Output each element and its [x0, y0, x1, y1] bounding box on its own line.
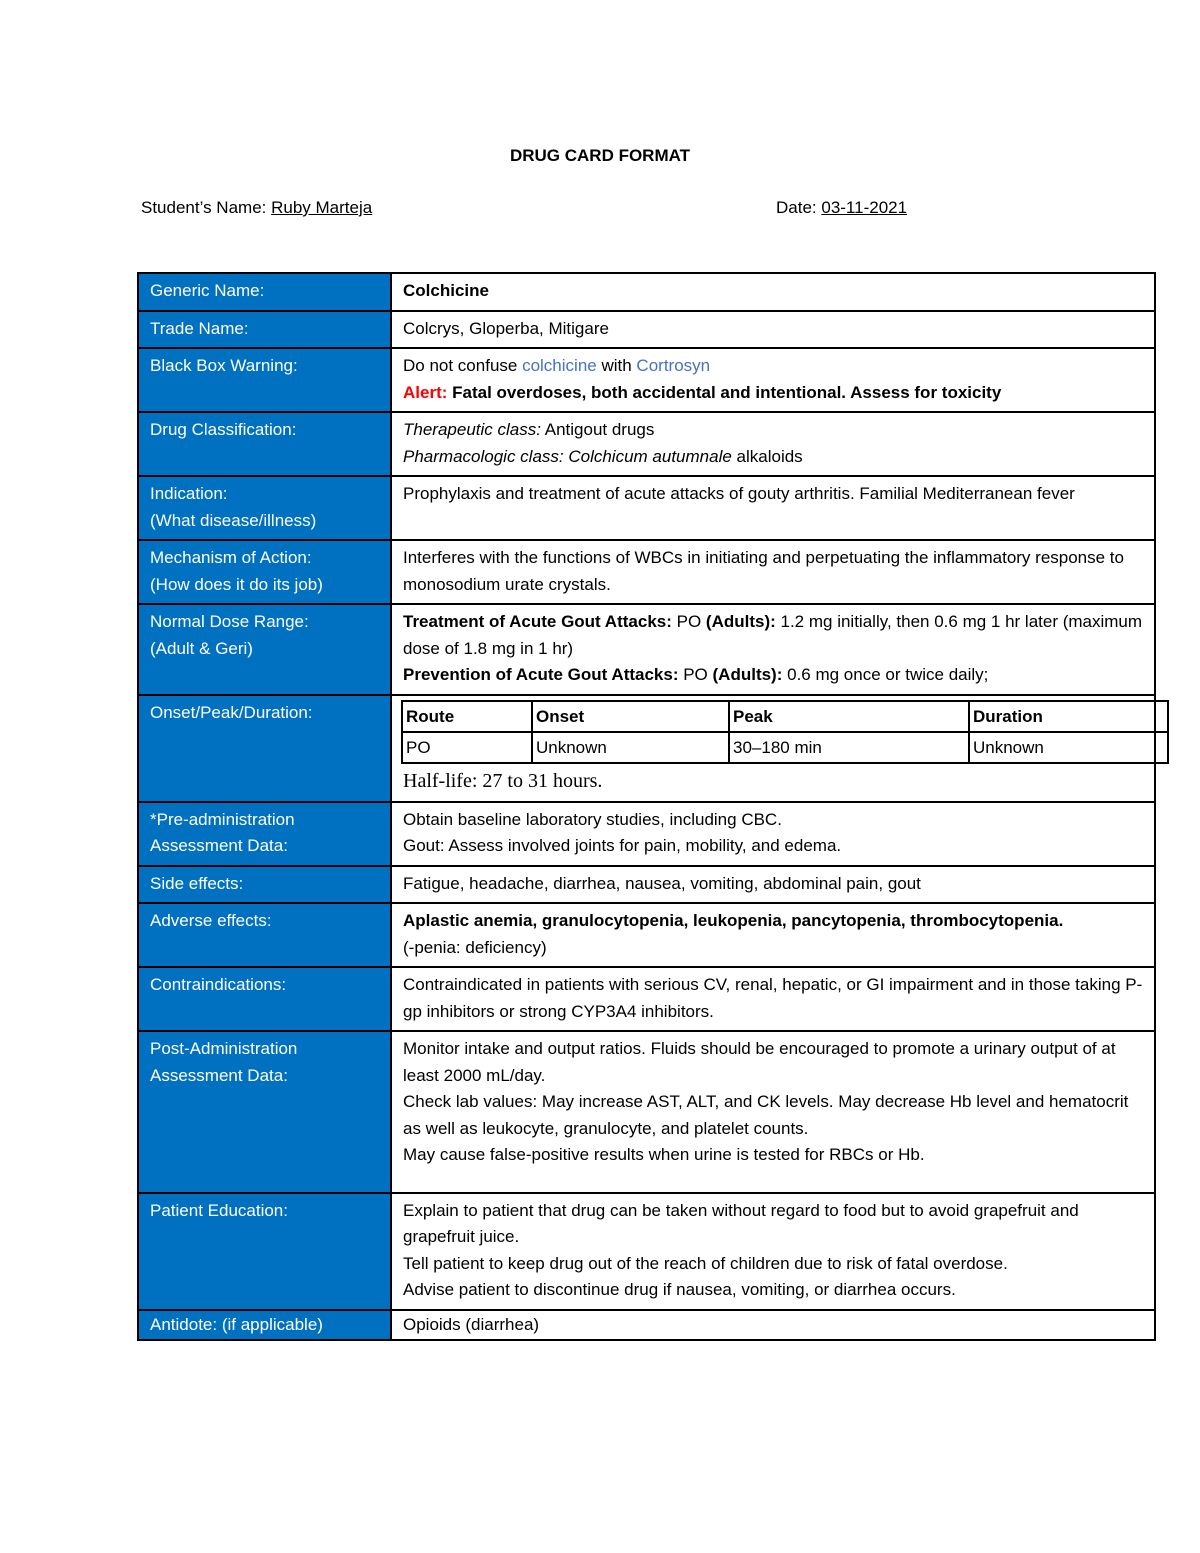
indication-label-line1: Indication:: [150, 484, 228, 503]
adverse-effects-note: (-penia: deficiency): [403, 937, 547, 957]
education-line: Tell patient to keep drug out of the reach of children due to risk of fatal overdose.: [403, 1253, 1008, 1273]
row-side-effects: [138, 866, 1155, 904]
row-patient-education: [138, 1193, 1155, 1310]
dose-route: PO: [671, 612, 706, 631]
preadmin-line: Obtain baseline laboratory studies, including CBC.: [403, 809, 782, 829]
side-effects-label: Side effects:: [138, 866, 391, 904]
therapeutic-class-label: Therapeutic class:: [403, 420, 541, 439]
drug-name-colchicine: colchicine: [522, 356, 597, 375]
postadmin-label-line1: Post-Administration: [150, 1039, 298, 1058]
side-effects-value: Fatigue, headache, diarrhea, nausea, vomiting, abdominal pain, gout: [391, 866, 1155, 904]
student-name-value: Ruby Marteja: [271, 198, 373, 217]
row-generic-name: [138, 273, 1155, 311]
mechanism-label: [138, 540, 391, 604]
half-life: Half-life: 27 to 31 hours.: [403, 769, 603, 792]
postadmin-line: Monitor intake and output ratios. Fluids should be encouraged to promote a urinary output of at least 2000 mL/day.: [403, 1039, 1116, 1085]
page-title: DRUG CARD FORMAT: [509, 146, 691, 165]
row-adverse-effects: [138, 903, 1155, 967]
antidote-label: Antidote: (if applicable): [138, 1310, 391, 1341]
trade-name-value: Colcrys, Gloperba, Mitigare: [391, 311, 1155, 349]
preadmin-label-line1: *Pre-administration: [150, 809, 295, 829]
row-drug-classification: [138, 412, 1155, 476]
preadmin-label: [138, 802, 391, 866]
mechanism-value: Interferes with the functions of WBCs in initiating and perpetuating the inflammatory response to monosodium urate crystals.: [391, 540, 1155, 604]
indication-label: [138, 476, 391, 540]
opd-header-duration: Duration: [969, 701, 1168, 732]
contraindications-label: Contraindications:: [138, 967, 391, 1031]
spacer: [403, 1169, 1144, 1187]
generic-name-value: Colchicine: [391, 273, 1155, 311]
onset-value: [391, 695, 1155, 802]
dose-label-line2: (Adult & Geri): [150, 638, 253, 658]
mechanism-label-line2: (How does it do its job): [150, 574, 323, 594]
trade-name-label: Trade Name:: [138, 311, 391, 349]
antidote-value: Opioids (diarrhea): [391, 1310, 1155, 1341]
row-dose-range: [138, 604, 1155, 695]
student-name-line: [141, 198, 372, 218]
dose-treatment-heading: Treatment of Acute Gout Attacks:: [403, 612, 672, 631]
date-line: [776, 198, 907, 218]
adverse-effects-label: Adverse effects:: [138, 903, 391, 967]
black-box-label: Black Box Warning:: [138, 348, 391, 412]
opd-header-route: Route: [402, 701, 532, 732]
drug-name-cortrosyn: Cortrosyn: [636, 356, 711, 375]
opd-route: PO: [402, 732, 532, 763]
therapeutic-class-value: Antigout drugs: [540, 420, 655, 439]
onset-label: Onset/Peak/Duration:: [138, 695, 391, 802]
education-line: Advise patient to discontinue drug if nausea, vomiting, or diarrhea occurs.: [403, 1280, 956, 1299]
pharmacologic-class-value: alkaloids: [731, 446, 803, 466]
black-box-value: [391, 348, 1155, 412]
date-value: 03-11-2021: [821, 198, 908, 217]
dose-population: (Adults):: [712, 665, 783, 684]
alert-label: Alert:: [403, 382, 448, 402]
adverse-effects-value: [391, 903, 1155, 967]
postadmin-line: May cause false-positive results when urine is tested for RBCs or Hb.: [403, 1145, 925, 1164]
opd-header-peak: Peak: [729, 701, 969, 732]
row-black-box-warning: [138, 348, 1155, 412]
preadmin-line: Gout: Assess involved joints for pain, mobility, and edema.: [403, 836, 842, 855]
onset-peak-duration-table: [401, 700, 1169, 764]
black-box-line1: [403, 353, 1144, 380]
row-pre-administration: [138, 802, 1155, 866]
education-label: Patient Education:: [138, 1193, 391, 1310]
postadmin-label: [138, 1031, 391, 1193]
indication-label-line2: (What disease/illness): [150, 510, 317, 530]
generic-name-label: Generic Name:: [138, 273, 391, 311]
preadmin-label-line2: Assessment Data:: [150, 836, 288, 855]
opd-duration: Unknown: [969, 732, 1168, 763]
preadmin-value: [391, 802, 1155, 866]
dose-treatment-text: 1.2 mg initially, then 0.6 mg 1 hr later (maximum dose of 1.8 mg in 1 hr): [403, 612, 1143, 658]
dose-treatment: [403, 609, 1144, 662]
row-antidote: [138, 1310, 1155, 1341]
opd-header-onset: Onset: [532, 701, 729, 732]
row-onset-peak-duration: [138, 695, 1155, 802]
contraindications-value: Contraindicated in patients with serious CV, renal, hepatic, or GI impairment and in those taking P-gp inhibitors or strong CYP3A4 inhibitors.: [391, 967, 1155, 1031]
opd-peak: 30–180 min: [729, 732, 969, 763]
row-post-administration: [138, 1031, 1155, 1193]
dose-label: [138, 604, 391, 695]
indication-value: Prophylaxis and treatment of acute attacks of gouty arthritis. Familial Mediterranean fever: [391, 476, 1155, 540]
dose-population: (Adults):: [705, 612, 776, 631]
dose-label-line1: Normal Dose Range:: [150, 612, 309, 631]
opd-header-row: [402, 701, 1168, 732]
mechanism-label-line1: Mechanism of Action:: [150, 548, 312, 567]
postadmin-label-line2: Assessment Data:: [150, 1065, 288, 1085]
dose-value: [391, 604, 1155, 695]
date-label: Date:: [776, 198, 822, 217]
adverse-effects-list: Aplastic anemia, granulocytopenia, leukopenia, pancytopenia, thrombocytopenia.: [403, 911, 1064, 930]
alert-text: Fatal overdoses, both accidental and intentional. Assess for toxicity: [447, 382, 1002, 402]
row-indication: [138, 476, 1155, 540]
opd-onset: Unknown: [532, 732, 729, 763]
dose-prevention: [403, 662, 1144, 689]
classification-value: [391, 412, 1155, 476]
pharmacologic-class-label: Pharmacologic class: Colchicum autumnale: [403, 446, 732, 466]
drug-card-table: [137, 272, 1156, 1341]
row-mechanism: [138, 540, 1155, 604]
black-box-alert: [403, 380, 1144, 407]
postadmin-value: [391, 1031, 1155, 1193]
black-box-text: with: [596, 356, 637, 375]
dose-prevention-heading: Prevention of Acute Gout Attacks:: [403, 665, 679, 684]
student-name-label: Student’s Name:: [141, 198, 272, 217]
postadmin-line: Check lab values: May increase AST, ALT, and CK levels. May decrease Hb level and hematocrit as well as leukocyte, granulocyte, and platelet counts.: [403, 1092, 1129, 1138]
education-line: Explain to patient that drug can be taken without regard to food but to avoid grapefruit and grapefruit juice.: [403, 1200, 1079, 1246]
row-trade-name: [138, 311, 1155, 349]
opd-value-row: [402, 732, 1168, 763]
classification-label: Drug Classification:: [138, 412, 391, 476]
education-value: [391, 1193, 1155, 1310]
dose-prevention-text: 0.6 mg once or twice daily;: [782, 665, 989, 684]
row-contraindications: [138, 967, 1155, 1031]
black-box-text: Do not confuse: [403, 356, 523, 375]
dose-route: PO: [678, 665, 713, 684]
